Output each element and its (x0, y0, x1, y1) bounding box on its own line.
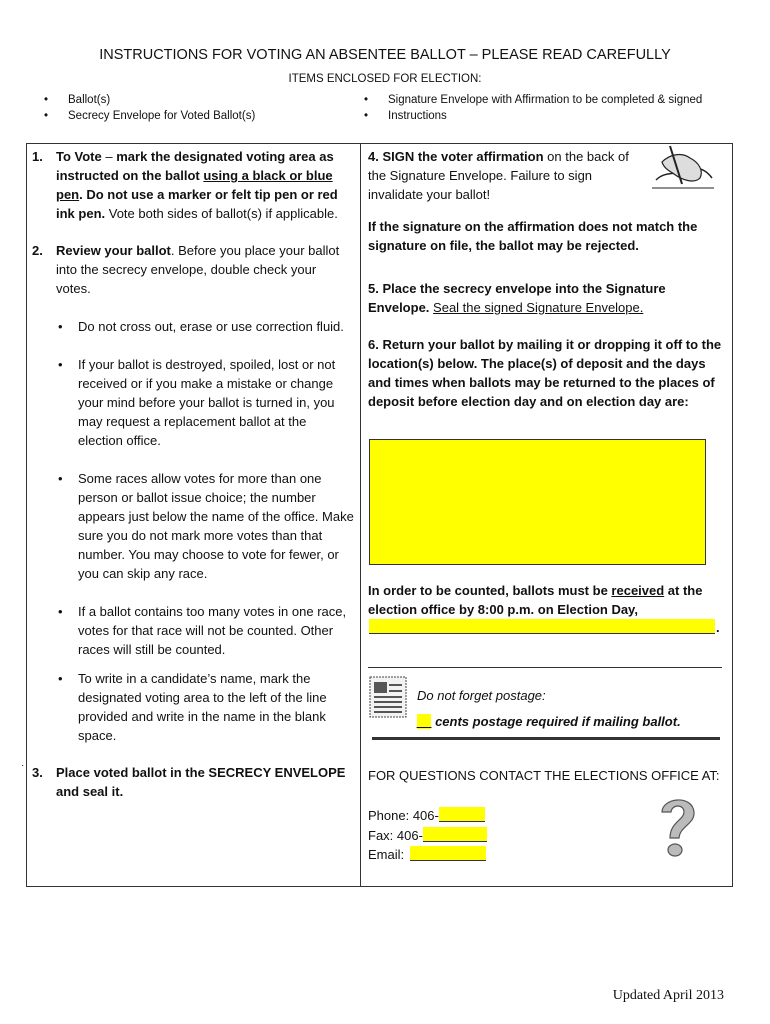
step-1-warning: . Do not use a marker or felt tip pen or red ink pen. (56, 187, 338, 221)
deadline-received: received (611, 583, 665, 598)
list-item: • Secrecy Envelope for Voted Ballot(s) (44, 108, 255, 124)
fax-label: Fax: 406- (368, 828, 423, 843)
deadline-text (368, 581, 728, 619)
signature-warning: If the signature on the affirmation does not match the signature on file, the ballot may be rejected. (368, 219, 698, 253)
deadline-pre: In order to be counted, ballots must be (368, 583, 612, 598)
step-number: 2. (32, 243, 43, 258)
step-3-text: Place voted ballot in the SECRECY ENVELOPE and seal it. (56, 765, 346, 799)
deadline-end: . (716, 620, 720, 635)
signing-hand-icon (648, 140, 718, 196)
list-item: • To write in a candidate’s name, mark the designated voting area to the left of the line provided and write in the name in the blank space. (56, 669, 354, 745)
separator (368, 667, 722, 668)
left-column (32, 147, 354, 801)
email-field[interactable] (410, 846, 486, 861)
phone-field[interactable] (439, 807, 485, 822)
step-4-lead: 4. SIGN the voter affirmation (368, 149, 544, 164)
deadline-post: at the election office by 8:00 p.m. on Election Day, (368, 583, 703, 617)
postage-label: cents postage required if mailing ballot. (431, 714, 681, 729)
fax-row (368, 826, 487, 845)
email-label: Email: (368, 847, 408, 862)
postage-text (417, 712, 681, 731)
deadline-date-field[interactable] (369, 619, 715, 634)
step-number: 3. (32, 765, 43, 780)
list-item: • Instructions (364, 108, 702, 124)
step-1-dash: – (101, 149, 117, 164)
phone-row (368, 806, 485, 825)
step-5-lead: 5. Place the secrecy envelope into the Signature Envelope. (368, 281, 666, 315)
list-item: • Signature Envelope with Affirmation to be completed & signed (364, 92, 702, 108)
step-5-underline: Seal the signed Signature Envelope. (433, 300, 644, 315)
step-3 (32, 763, 354, 801)
step-5 (368, 279, 728, 317)
items-list-left (44, 92, 255, 124)
question-mark-icon (652, 792, 702, 862)
phone-label: Phone: 406- (368, 808, 439, 823)
items-list-right (364, 92, 702, 124)
list-item: • If your ballot is destroyed, spoiled, lost or not received or if you make a mistake or change your mind before your ballot is turned in, you may request a replacement ballot at the election office. (56, 355, 354, 450)
step-1-bold: mark the designated voting area as instructed on the ballot (56, 149, 334, 183)
step-2-lead: Review your ballot (56, 243, 171, 258)
postage-amount-field[interactable]: __ (417, 714, 432, 729)
deposit-locations-box[interactable] (369, 439, 706, 565)
flag-stamp-icon (369, 676, 407, 718)
list-item: • Do not cross out, erase or use correction fluid. (56, 317, 354, 336)
column-divider (360, 143, 361, 887)
step-2-bullets (32, 317, 354, 745)
step-1-underline: using a black or blue pen (56, 168, 333, 202)
updated-date: Updated April 2013 (612, 988, 724, 1003)
step-1 (32, 147, 354, 223)
fax-field[interactable] (423, 827, 487, 842)
email-row (368, 845, 486, 864)
contact-heading: FOR QUESTIONS CONTACT THE ELECTIONS OFFICE AT: (368, 768, 720, 783)
list-item: • Some races allow votes for more than one person or ballot issue choice; the number appears just below the name of the office. Make sure you do not mark more votes than that number. You may choose to vote for fewer, or you can skip any race. (56, 469, 354, 583)
postage-reminder: Do not forget postage: (417, 688, 546, 703)
list-item: • Ballot(s) (44, 92, 255, 108)
step-4-text: on the back of the Signature Envelope. Failure to sign invalidate your ballot! (368, 149, 629, 202)
step-6: 6. Return your ballot by mailing it or dropping it off to the location(s) below. The place(s) of deposit and the days and times when ballots may be returned to the places of deposit before election day and on election day are: (368, 337, 722, 409)
step-2-text: . Before you place your ballot into the secrecy envelope, double check your votes. (56, 243, 340, 296)
stray-mark: · (21, 760, 25, 771)
separator (372, 737, 720, 740)
page-title: INSTRUCTIONS FOR VOTING AN ABSENTEE BALLOT – PLEASE READ CAREFULLY (99, 47, 671, 63)
step-1-lead: To Vote (56, 149, 102, 164)
step-number: 1. (32, 149, 43, 164)
list-item: • If a ballot contains too many votes in one race, votes for that race will not be counted. Other races will still be counted. (56, 602, 354, 659)
step-4 (368, 147, 630, 204)
items-heading: ITEMS ENCLOSED FOR ELECTION: (288, 73, 482, 85)
step-2 (32, 241, 354, 298)
step-1-text: Vote both sides of ballot(s) if applicable. (105, 206, 338, 221)
